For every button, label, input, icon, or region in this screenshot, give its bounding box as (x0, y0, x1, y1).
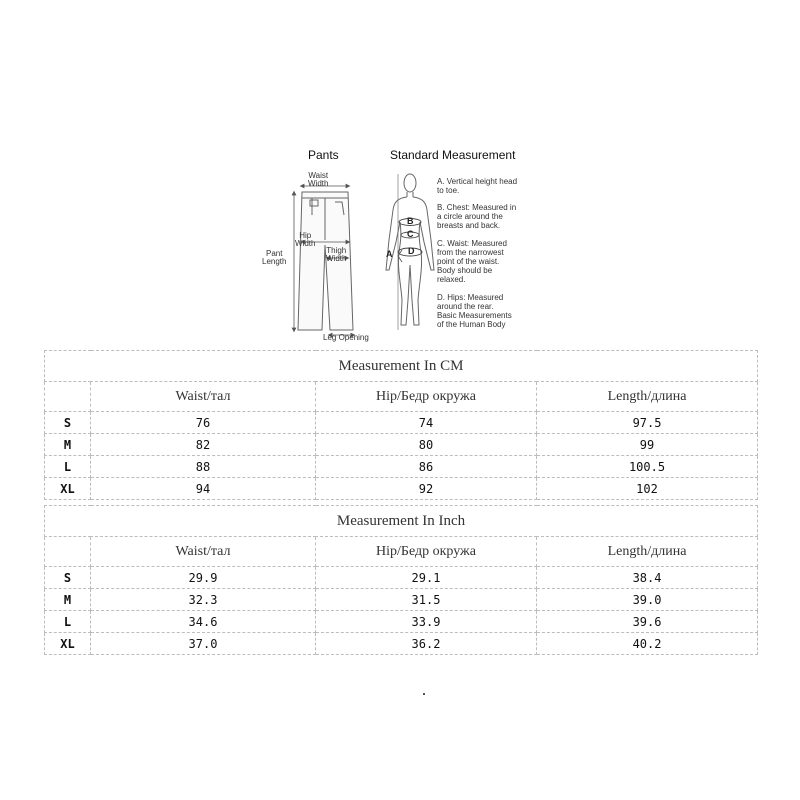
header-waist: Waist/тал (91, 537, 316, 567)
hip-cell: 36.2 (316, 633, 537, 655)
header-hip: Hip/Бедр окружа (316, 537, 537, 567)
size-table-inch (44, 505, 758, 655)
table-row (45, 478, 758, 500)
size-cell: L (45, 456, 91, 478)
letter-a: A (386, 249, 393, 259)
hip-width-label: Hip Width (295, 231, 316, 248)
pants-title: Pants (308, 148, 339, 162)
note-b: B. Chest: Measured in a circle around the breasts and back. (437, 203, 517, 230)
waist-width-label: Waist Width (308, 171, 329, 188)
table-row (45, 412, 758, 434)
header-hip: Hip/Бедр окружа (316, 382, 537, 412)
size-cell: M (45, 434, 91, 456)
table-row (45, 633, 758, 655)
hip-cell: 31.5 (316, 589, 537, 611)
waist-cell: 29.9 (91, 567, 316, 589)
note-a: A. Vertical height head to toe. (437, 177, 518, 195)
hip-cell: 86 (316, 456, 537, 478)
table-row (45, 456, 758, 478)
waist-cell: 32.3 (91, 589, 316, 611)
waist-cell: 82 (91, 434, 316, 456)
size-cell: XL (45, 633, 91, 655)
stray-dot (423, 693, 425, 695)
measurement-diagram (250, 140, 550, 345)
length-cell: 39.6 (537, 611, 758, 633)
waist-cell: 34.6 (91, 611, 316, 633)
size-cell: M (45, 589, 91, 611)
waist-cell: 37.0 (91, 633, 316, 655)
length-cell: 100.5 (537, 456, 758, 478)
header-waist: Waist/тал (91, 382, 316, 412)
header-length: Length/длина (537, 537, 758, 567)
size-cell: S (45, 567, 91, 589)
pant-length-label: Pant Length (262, 249, 287, 266)
leg-opening-label: Leg Opening (323, 333, 369, 342)
hip-cell: 92 (316, 478, 537, 500)
table-caption: Measurement In CM (45, 351, 758, 382)
table-row (45, 567, 758, 589)
length-cell: 99 (537, 434, 758, 456)
length-cell: 102 (537, 478, 758, 500)
waist-cell: 88 (91, 456, 316, 478)
header-corner (45, 382, 91, 412)
length-cell: 97.5 (537, 412, 758, 434)
header-corner (45, 537, 91, 567)
hip-cell: 74 (316, 412, 537, 434)
note-d: D. Hips: Measured around the rear. Basic Measurements of the Human Body (437, 293, 512, 329)
size-cell: S (45, 412, 91, 434)
table-caption: Measurement In Inch (45, 506, 758, 537)
table-row (45, 589, 758, 611)
hip-cell: 80 (316, 434, 537, 456)
standard-measurement-title: Standard Measurement (390, 148, 516, 162)
hip-cell: 33.9 (316, 611, 537, 633)
header-length: Length/длина (537, 382, 758, 412)
letter-d: D (408, 246, 415, 256)
size-cell: XL (45, 478, 91, 500)
table-row (45, 434, 758, 456)
letter-c: C (407, 229, 414, 239)
thigh-width-label: Thigh Width (326, 246, 347, 263)
length-cell: 39.0 (537, 589, 758, 611)
length-cell: 38.4 (537, 567, 758, 589)
letter-b: B (407, 216, 414, 226)
note-c: C. Waist: Measured from the narrowest point of the waist. Body should be relaxed. (437, 239, 507, 284)
hip-cell: 29.1 (316, 567, 537, 589)
length-cell: 40.2 (537, 633, 758, 655)
waist-cell: 76 (91, 412, 316, 434)
waist-cell: 94 (91, 478, 316, 500)
size-cell: L (45, 611, 91, 633)
size-table-cm (44, 350, 758, 500)
table-row (45, 611, 758, 633)
